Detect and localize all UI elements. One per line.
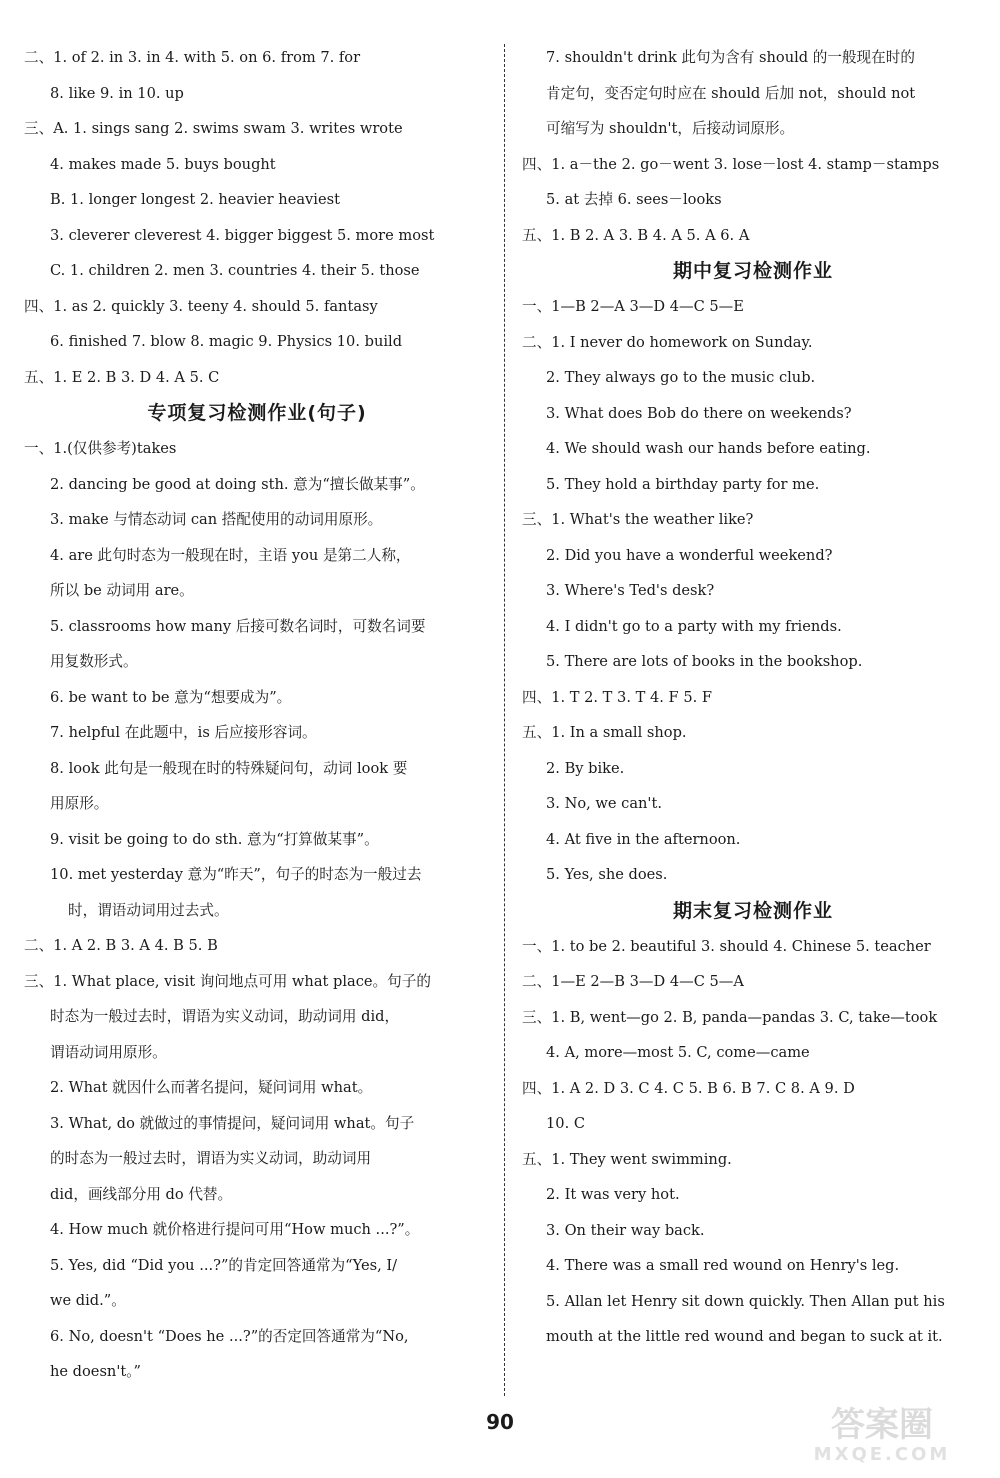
answer-line: C. 1. children 2. men 3. countries 4. their 5. those xyxy=(50,262,420,279)
answer-line: 6. No, doesn't “Does he ...?”的否定回答通常为“No, xyxy=(50,1327,409,1345)
answer-line: 一、1. to be 2. beautiful 3. should 4. Chinese 5. teacher xyxy=(522,937,931,955)
answer-line: 五、1. They went swimming. xyxy=(522,1150,732,1168)
answer-line: 三、1. What place, visit 询问地点可用 what place。句子的 xyxy=(24,972,431,990)
answer-line: did，画线部分用 do 代替。 xyxy=(50,1185,233,1203)
answer-line: 4. We should wash our hands before eating. xyxy=(546,440,871,457)
answer-line: 一、1—B 2—A 3—D 4—C 5—E xyxy=(522,298,744,315)
answer-line: 3. make 与情态动词 can 搭配使用的动词用原形。 xyxy=(50,511,383,528)
answer-line: 6. be want to be 意为“想要成为”。 xyxy=(50,688,292,706)
answer-line: 5. Yes, she does. xyxy=(546,866,668,883)
answer-line: 用复数形式。 xyxy=(50,653,138,670)
answer-line: 4. There was a small red wound on Henry's leg. xyxy=(546,1257,900,1274)
answer-line: 5. They hold a birthday party for me. xyxy=(546,475,820,493)
answer-line: 8. look 此句是一般现在时的特殊疑问句，动词 look 要 xyxy=(50,759,408,777)
answer-line: 四、1. as 2. quickly 3. teeny 4. should 5. fantasy xyxy=(24,297,378,315)
answer-line: 四、1. T 2. T 3. T 4. F 5. F xyxy=(522,688,713,706)
answer-line: 5. Yes, did “Did you ...?”的肯定回答通常为“Yes, I/ xyxy=(50,1256,398,1274)
answer-line: 4. makes made 5. buys bought xyxy=(50,155,276,173)
answer-line: 4. I didn't go to a party with my friends. xyxy=(546,617,842,635)
answer-line: 7. shouldn't drink 此句为含有 should 的一般现在时的 xyxy=(546,49,915,66)
answer-line: 10. C xyxy=(546,1115,586,1132)
watermark-subtext: MXQE.COM xyxy=(813,1444,951,1465)
answer-line: 三、1. What's the weather like? xyxy=(522,511,754,528)
answer-line: 肯定句，变否定句时应在 should 后加 not，should not xyxy=(546,84,916,102)
answer-line: 4. How much 就价格进行提问可用“How much ...?”。 xyxy=(50,1221,420,1238)
watermark-text: 答案圈 xyxy=(831,1405,933,1445)
answer-line: 二、1—E 2—B 3—D 4—C 5—A xyxy=(522,973,744,990)
answer-line: 2. What 就因什么而著名提问，疑问词用 what。 xyxy=(50,1079,373,1096)
answer-line: 4. A, more—most 5. C, come—came xyxy=(546,1044,810,1061)
answer-line: he doesn't。” xyxy=(50,1363,141,1380)
answer-line: 五、1. E 2. B 3. D 4. A 5. C xyxy=(24,368,220,386)
answer-line: 3. What, do 就做过的事情提问，疑问词用 what。句子 xyxy=(50,1114,415,1132)
answer-line: 5. There are lots of books in the bookshop. xyxy=(546,653,863,670)
answer-line: 9. visit be going to do sth. 意为“打算做某事”。 xyxy=(50,830,379,848)
answer-line: 二、1. I never do homework on Sunday. xyxy=(522,333,813,351)
answer-line: 三、1. B, went—go 2. B, panda—pandas 3. C, take—took xyxy=(522,1008,938,1026)
answer-line: 6. finished 7. blow 8. magic 9. Physics 10. build xyxy=(50,333,403,350)
answer-line: 3. What does Bob do there on weekends? xyxy=(546,404,852,422)
left-column xyxy=(24,40,490,1390)
answer-line: 时，谓语动词用过去式。 xyxy=(68,901,229,919)
answer-line: 3. Where's Ted's desk? xyxy=(546,582,715,599)
answer-line: 2. It was very hot. xyxy=(546,1186,680,1203)
page-number: 90 xyxy=(486,1410,514,1434)
answer-line: 二、1. of 2. in 3. in 4. with 5. on 6. from 7. for xyxy=(24,49,361,66)
answer-line: 10. met yesterday 意为“昨天”，句子的时态为一般过去 xyxy=(50,866,422,883)
answer-line: 五、1. B 2. A 3. B 4. A 5. A 6. A xyxy=(522,226,750,244)
answer-line: 5. classrooms how many 后接可数名词时，可数名词要 xyxy=(50,617,426,635)
answer-line: 4. At five in the afternoon. xyxy=(546,830,741,848)
answer-line: 2. dancing be good at doing sth. 意为“擅长做某事”。 xyxy=(50,475,425,493)
answer-line: 用原形。 xyxy=(50,795,109,812)
answer-line: 所以 be 动词用 are。 xyxy=(50,582,194,599)
answer-line: 3. On their way back. xyxy=(546,1221,705,1239)
column-divider xyxy=(504,44,505,1396)
answer-line: 四、1. a－the 2. go－went 3. lose－lost 4. stamp－stamps xyxy=(522,155,940,173)
section-title: 期中复习检测作业 xyxy=(672,260,833,282)
answer-line: 7. helpful 在此题中，is 后应接形容词。 xyxy=(50,724,317,741)
answer-line: 一、1.(仅供参考)takes xyxy=(24,440,177,457)
right-column xyxy=(522,40,984,1355)
answer-line: 的时态为一般过去时，谓语为实义动词，助动词用 xyxy=(50,1150,372,1167)
answer-line: 谓语动词用原形。 xyxy=(50,1043,167,1061)
watermark-logo xyxy=(782,1400,982,1466)
answer-line: 2. Did you have a wonderful weekend? xyxy=(546,546,833,564)
answer-line: 五、1. In a small shop. xyxy=(522,724,687,741)
answer-line: 四、1. A 2. D 3. C 4. C 5. B 6. B 7. C 8. A 9. D xyxy=(522,1079,855,1097)
answer-line: B. 1. longer longest 2. heavier heaviest xyxy=(50,191,340,208)
section-title: 专项复习检测作业(句子) xyxy=(147,402,367,424)
answer-line: 3. cleverer cleverest 4. bigger biggest 5. more most xyxy=(50,226,435,244)
answer-line: 5. Allan let Henry sit down quickly. Then Allan put his xyxy=(546,1292,945,1310)
answer-line: 8. like 9. in 10. up xyxy=(50,84,184,102)
answer-line: 可缩写为 shouldn't，后接动词原形。 xyxy=(546,120,795,137)
answer-line: 二、1. A 2. B 3. A 4. B 5. B xyxy=(24,937,218,954)
answer-line: 时态为一般过去时，谓语为实义动词，助动词用 did， xyxy=(50,1008,400,1025)
answer-line: 2. They always go to the music club. xyxy=(546,369,816,386)
answer-line: we did.”。 xyxy=(50,1292,126,1309)
answer-line: 2. By bike. xyxy=(546,759,625,777)
answer-line: 5. at 去掉 6. sees－looks xyxy=(546,191,722,208)
answer-line: mouth at the little red wound and began to suck at it. xyxy=(546,1328,943,1345)
answer-line: 4. are 此句时态为一般现在时，主语 you 是第二人称， xyxy=(50,546,411,564)
section-title: 期末复习检测作业 xyxy=(672,899,833,922)
answer-line: 3. No, we can't. xyxy=(546,795,662,812)
answer-line: 三、A. 1. sings sang 2. swims swam 3. writes wrote xyxy=(24,120,403,137)
